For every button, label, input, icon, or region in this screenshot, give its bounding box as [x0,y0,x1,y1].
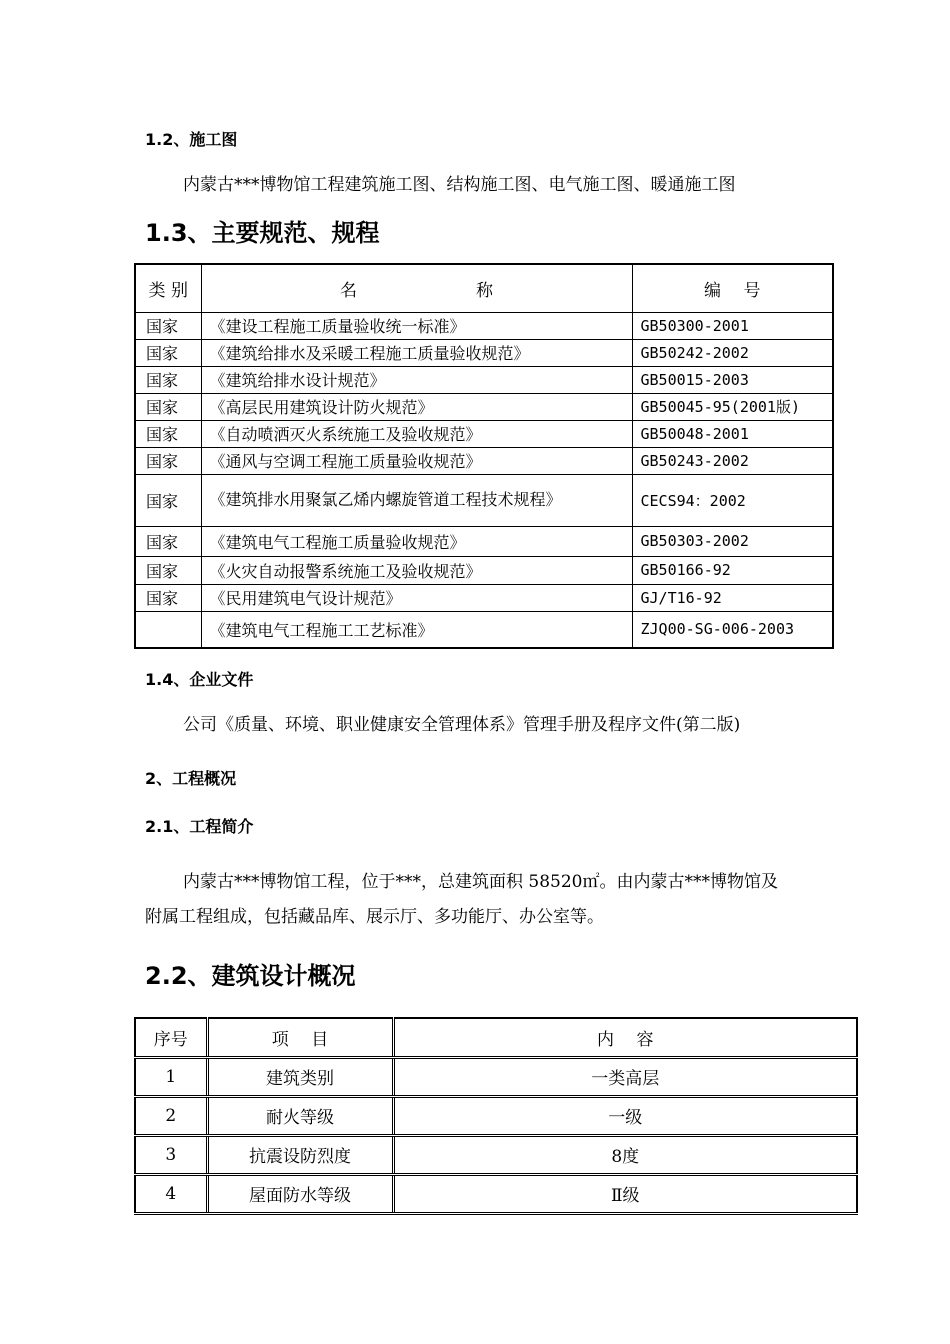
header-type: 类 别 [135,264,201,312]
table-row [135,1057,857,1096]
table-row [135,1135,857,1174]
row-content: 一级 [393,1096,857,1135]
standards-table-header [135,264,833,312]
section-heading-1-4: 1.4、企业文件 [145,670,254,689]
row-code: GJ/T16-92 [632,584,833,611]
row-name: 《民用建筑电气设计规范》 [201,584,632,611]
design-table-header [135,1018,857,1057]
row-name: 《建筑给排水及采暖工程施工质量验收规范》 [201,339,632,366]
row-content: 8度 [393,1135,857,1174]
row-name: 《自动喷洒灭火系统施工及验收规范》 [201,420,632,447]
row-name: 《建筑电气工程施工工艺标准》 [201,611,632,648]
section-heading-1-3: 1.3、主要规范、规程 [145,219,380,247]
table-row [135,1096,857,1135]
table-row [135,312,833,339]
paragraph-company-docs: 公司《质量、环境、职业健康安全管理体系》管理手册及程序文件(第二版) [183,715,741,735]
paragraph-drawings: 内蒙古***博物馆工程建筑施工图、结构施工图、电气施工图、暖通施工图 [183,175,736,195]
section-heading-2: 2、工程概况 [145,769,237,788]
table-row [135,420,833,447]
header-no: 序号 [135,1018,207,1057]
table-row [135,339,833,366]
row-code: GB50015-2003 [632,366,833,393]
row-name: 《高层民用建筑设计防火规范》 [201,393,632,420]
table-row [135,611,833,648]
section-heading-1-2: 1.2、施工图 [145,130,238,149]
row-type: 国家 [135,393,201,420]
row-code: GB50243-2002 [632,447,833,474]
row-name: 《建筑给排水设计规范》 [201,366,632,393]
row-type: 国家 [135,474,201,526]
row-code: GB50045-95(2001版) [632,393,833,420]
row-item: 屋面防水等级 [207,1174,393,1213]
row-code: GB50303-2002 [632,526,833,556]
row-type: 国家 [135,366,201,393]
row-content: Ⅱ级 [393,1174,857,1213]
row-code: GB50048-2001 [632,420,833,447]
table-row [135,526,833,556]
row-name: 《火灾自动报警系统施工及验收规范》 [201,556,632,584]
row-no: 1 [135,1057,207,1096]
row-code: CECS94：2002 [632,474,833,526]
row-type [135,611,201,648]
row-code: GB50166-92 [632,556,833,584]
row-code: GB50242-2002 [632,339,833,366]
row-no: 2 [135,1096,207,1135]
row-code: ZJQ00-SG-006-2003 [632,611,833,648]
header-content: 内 容 [393,1018,857,1057]
row-name: 《建筑排水用聚氯乙烯内螺旋管道工程技术规程》 [201,474,632,526]
row-no: 4 [135,1174,207,1213]
row-content: 一类高层 [393,1057,857,1096]
section-heading-2-1: 2.1、工程简介 [145,817,254,836]
row-name: 《建筑电气工程施工质量验收规范》 [201,526,632,556]
table-row [135,1174,857,1213]
row-type: 国家 [135,420,201,447]
paragraph-intro-line2: 附属工程组成，包括藏品库、展示厅、多功能厅、办公室等。 [145,907,604,927]
row-type: 国家 [135,312,201,339]
row-type: 国家 [135,556,201,584]
row-type: 国家 [135,584,201,611]
row-code: GB50300-2001 [632,312,833,339]
row-no: 3 [135,1135,207,1174]
row-name: 《建设工程施工质量验收统一标准》 [201,312,632,339]
header-name: 名 称 [201,264,632,312]
table-row [135,474,833,526]
row-type: 国家 [135,339,201,366]
row-type: 国家 [135,526,201,556]
table-row [135,556,833,584]
table-row [135,393,833,420]
row-name: 《通风与空调工程施工质量验收规范》 [201,447,632,474]
row-item: 建筑类别 [207,1057,393,1096]
standards-table [134,263,834,649]
table-row [135,447,833,474]
header-code: 编 号 [632,264,833,312]
header-item: 项 目 [207,1018,393,1057]
paragraph-intro-line1: 内蒙古***博物馆工程，位于***，总建筑面积 58520㎡。由内蒙古***博物馆及 [183,872,778,892]
design-overview-table [134,1017,858,1215]
row-item: 耐火等级 [207,1096,393,1135]
table-row [135,366,833,393]
row-type: 国家 [135,447,201,474]
section-heading-2-2: 2.2、建筑设计概况 [145,962,356,990]
row-item: 抗震设防烈度 [207,1135,393,1174]
table-row [135,584,833,611]
